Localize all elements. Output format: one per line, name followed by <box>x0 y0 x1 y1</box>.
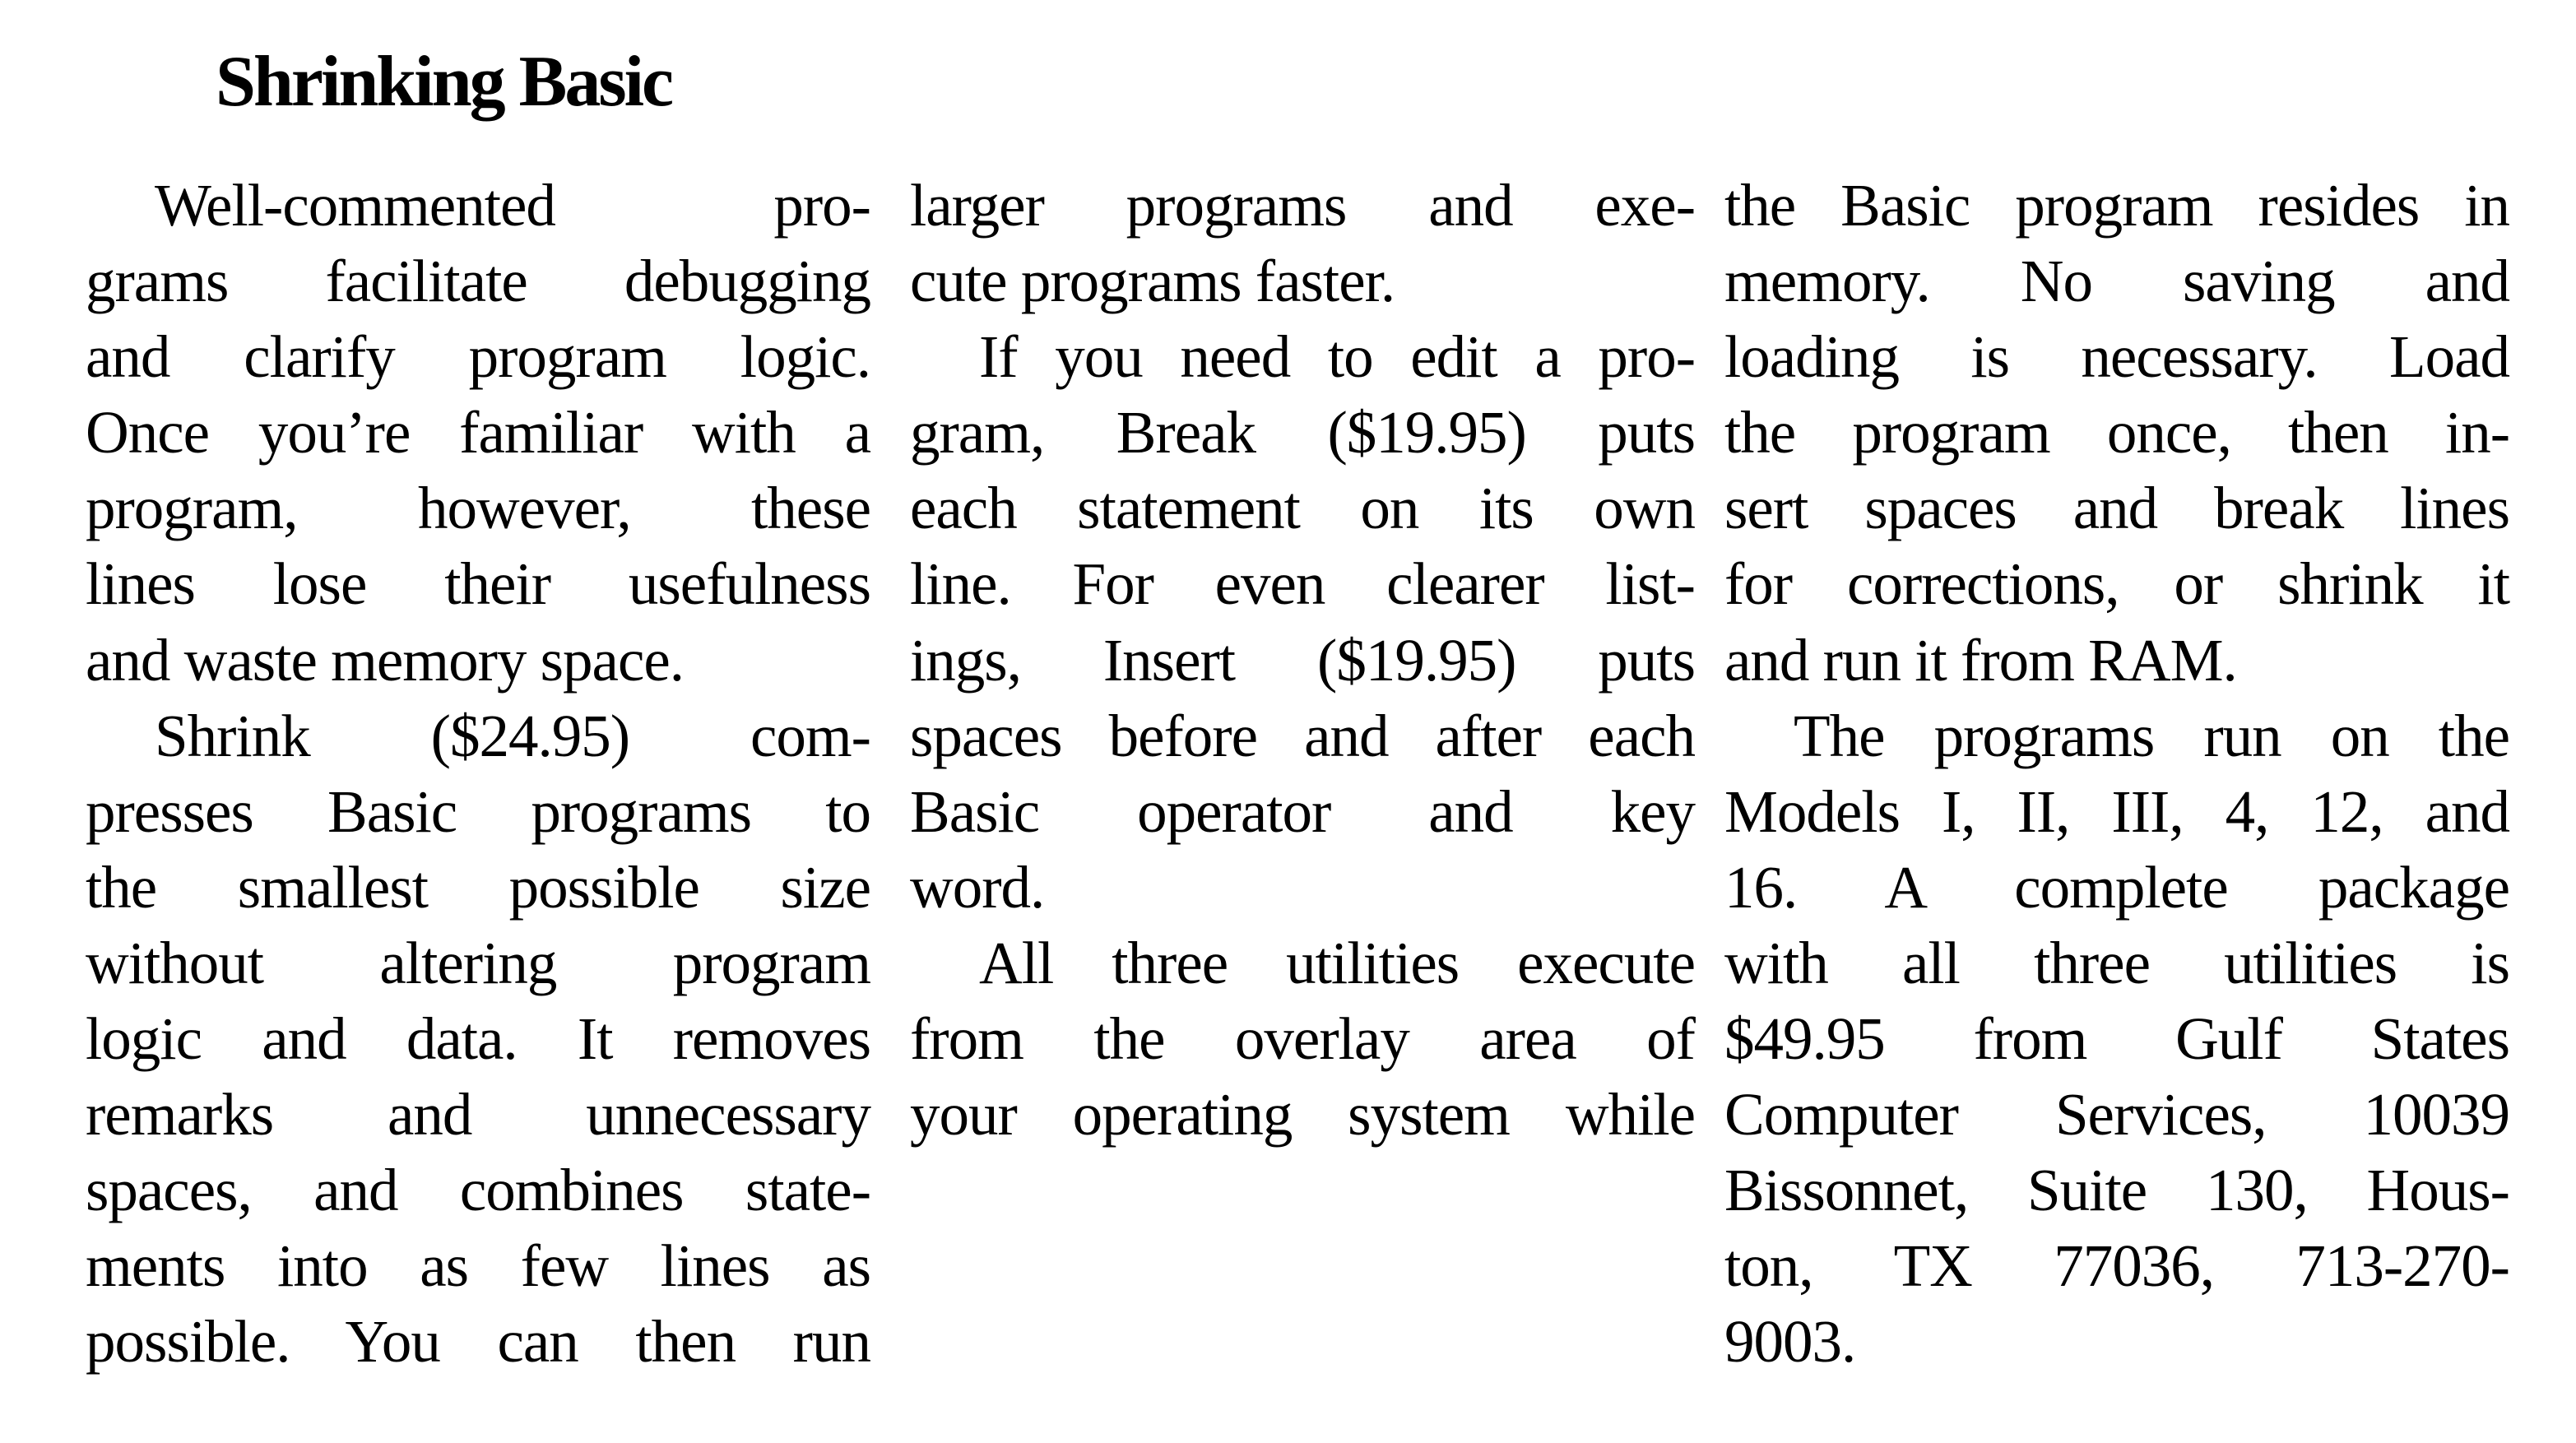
column-1 <box>86 168 870 1380</box>
text-line: memory. No saving and <box>1724 248 2509 315</box>
text-line: the program once, then in- <box>1724 399 2509 466</box>
text-line: from the overlay area of <box>910 1005 1695 1073</box>
column-3 <box>1724 168 2509 1380</box>
text-line: without altering program <box>86 929 870 996</box>
text-line: presses Basic programs to <box>86 777 870 845</box>
text-line: lines lose their usefulness <box>86 550 870 618</box>
text-line: the smallest possible size <box>86 853 870 921</box>
text-line: with all three utilities is <box>1724 929 2509 996</box>
text-line: Models I, II, III, 4, 12, and <box>1724 777 2509 845</box>
text-line: logic and data. It removes <box>86 1005 870 1073</box>
text-line: and run it from RAM. <box>1724 626 2237 694</box>
text-line: 16. A complete package <box>1724 853 2509 921</box>
article-title: Shrinking Basic <box>216 42 672 122</box>
text-line: larger programs and exe- <box>910 172 1695 239</box>
column-2 <box>910 168 1695 1153</box>
text-line: ton, TX 77036, 713-270- <box>1724 1232 2509 1300</box>
text-line: sert spaces and break lines <box>1724 475 2509 542</box>
text-line: and waste memory space. <box>86 626 684 694</box>
text-line: your operating system while <box>910 1081 1695 1148</box>
text-line: grams facilitate debugging <box>86 248 870 315</box>
text-line: gram, Break ($19.95) puts <box>910 399 1695 466</box>
text-line: possible. You can then run <box>86 1308 870 1376</box>
text-line: Shrink ($24.95) com- <box>155 702 870 769</box>
text-line: each statement on its own <box>910 475 1695 542</box>
text-line: and clarify program logic. <box>86 323 870 391</box>
text-line: loading is necessary. Load <box>1724 323 2509 391</box>
text-line: word. <box>910 853 1045 921</box>
text-line: line. For even clearer list- <box>910 550 1695 618</box>
text-line: spaces, and combines state- <box>86 1157 870 1224</box>
text-line: spaces before and after each <box>910 702 1695 769</box>
text-line: ments into as few lines as <box>86 1232 870 1300</box>
text-line: remarks and unnecessary <box>86 1081 870 1148</box>
text-line: Bissonnet, Suite 130, Hous- <box>1724 1157 2509 1224</box>
text-line: All three utilities execute <box>979 929 1695 996</box>
text-line: the Basic program resides in <box>1724 172 2509 239</box>
text-line: Well-commented pro- <box>155 172 870 239</box>
text-line: Basic operator and key <box>910 777 1695 845</box>
text-line: Once you’re familiar with a <box>86 399 870 466</box>
text-line: ings, Insert ($19.95) puts <box>910 626 1695 694</box>
text-line: cute programs faster. <box>910 248 1395 315</box>
text-line: 9003. <box>1724 1308 1856 1376</box>
text-line: program, however, these <box>86 475 870 542</box>
text-line: If you need to edit a pro- <box>979 323 1695 391</box>
text-line: The programs run on the <box>1794 702 2509 769</box>
text-line: for corrections, or shrink it <box>1724 550 2509 618</box>
text-line: Computer Services, 10039 <box>1724 1081 2509 1148</box>
text-line: $49.95 from Gulf States <box>1724 1005 2509 1073</box>
